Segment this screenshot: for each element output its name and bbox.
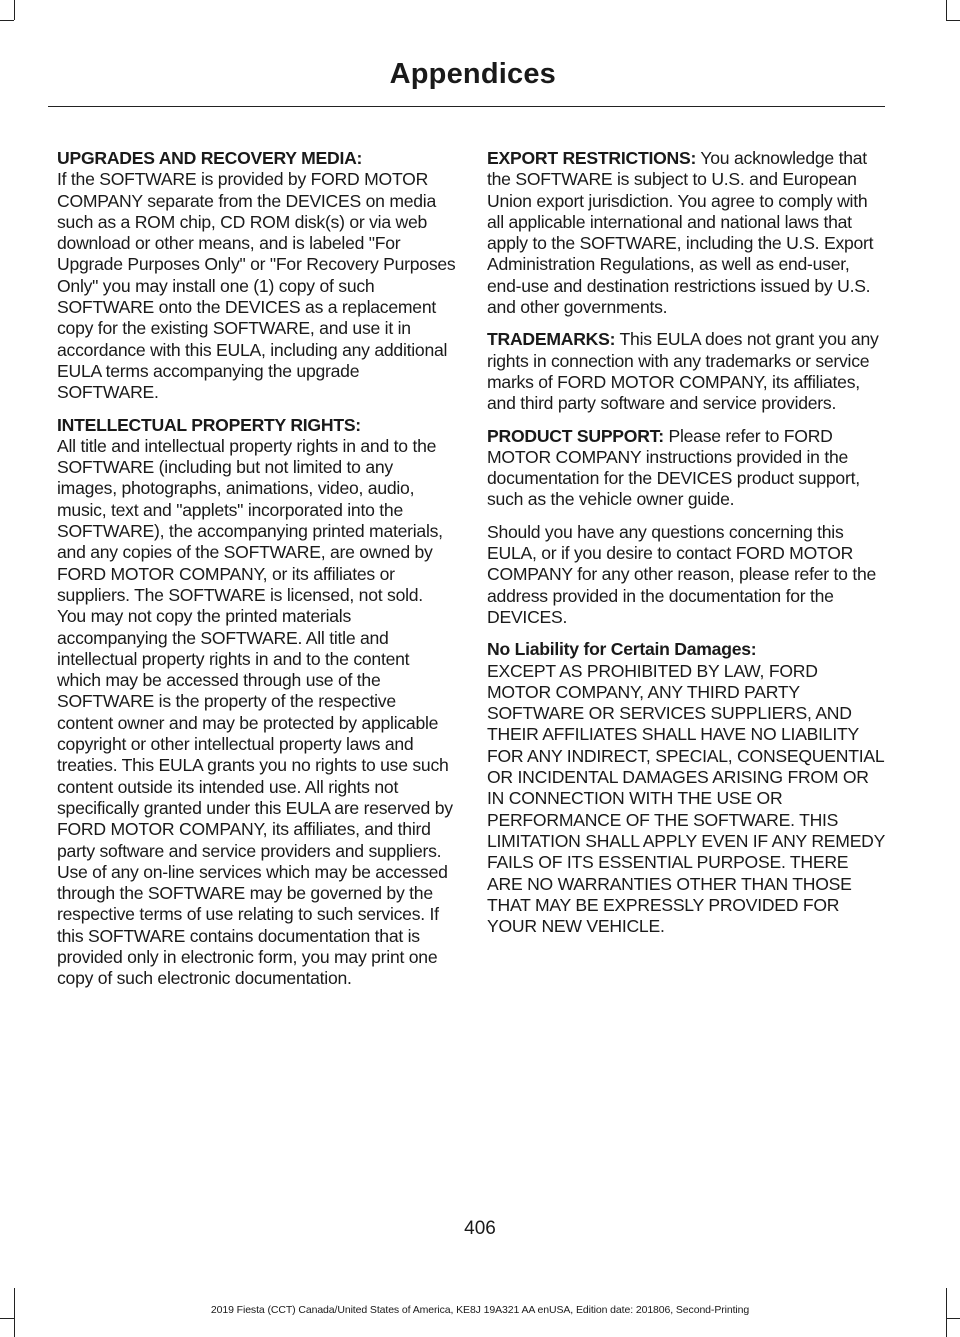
section-body: This EULA does not grant you any rights in connection with any trademarks or service marks of FORD MOTOR COMPANY, its affiliates, and third party software and service providers. xyxy=(487,329,879,414)
section-body: If the SOFTWARE is provided by FORD MOTOR COMPANY separate from the DEVICES on media such as a ROM chip, CD ROM disk(s) or via web download or other means, and is labeled "For Upgrade Purposes Only" or "For Recovery Purposes Only" you may install one (1) copy of such SOFTWARE onto the DEVICES as a replacement copy for the existing SOFTWARE, and use it in accordance with this EULA, including any additional EULA terms accompanying the upgrade SOFTWARE. xyxy=(57,169,456,403)
section-body: You acknowledge that the SOFTWARE is subject to U.S. and European Union export jurisdiction. You agree to comply with all applicable international and national laws that apply to the SOFTWARE, including the U.S. Export Administration Regulations, as well as end-user, end-use and destination restrictions issued by U.S. and other governments. xyxy=(487,148,874,318)
section-body: Please refer to FORD MOTOR COMPANY instructions provided in the documentation for the DEVICES product support, such as the vehicle owner guide. xyxy=(487,425,860,510)
paragraph-liability xyxy=(487,639,886,937)
crop-mark xyxy=(14,0,15,20)
section-heading: INTELLECTUAL PROPERTY RIGHTS: xyxy=(57,414,361,435)
crop-mark xyxy=(946,0,947,20)
paragraph-upgrades xyxy=(57,148,456,404)
section-heading: EXPORT RESTRICTIONS: xyxy=(487,148,697,168)
section-heading: PRODUCT SUPPORT: xyxy=(487,425,664,446)
paragraph-export xyxy=(487,148,886,318)
section-body: EXCEPT AS PROHIBITED BY LAW, FORD MOTOR COMPANY, ANY THIRD PARTY SOFTWARE OR SERVICES SUPPLIERS, AND THEIR AFFILIATES SHALL HAVE NO LIABILITY FOR ANY INDIRECT, SPECIAL, CONSEQUENTIAL OR INCIDENTAL DAMAGES ARISING FROM OR IN CONNECTION WITH THE USE OR PERFORMANCE OF THE SOFTWARE. THIS LIMITATION SHALL APPLY EVEN IF ANY REMEDY FAILS OF ITS ESSENTIAL PURPOSE. THERE ARE NO WARRANTIES OTHER THAN THOSE THAT MAY BE EXPRESSLY PROVIDED FOR YOUR NEW VEHICLE. xyxy=(487,660,885,937)
crop-mark xyxy=(0,1318,14,1319)
section-body: All title and intellectual property rights in and to the SOFTWARE (including but not limited to any images, photographs, animations, video, audio, music, text and "applets" incorporated into the SOFTWARE), the accompanying printed materials, and any copies of the SOFTWARE, are owned by FORD MOTOR COMPANY, or its affiliates or suppliers. The SOFTWARE is licensed, not sold. You may not copy the printed materials accompanying the SOFTWARE. All title and intellectual property rights in and to the content which may be accessed through use of the SOFTWARE is the property of the respective content owner and may be protected by applicable copyright or other intellectual property laws and treaties. This EULA grants you no rights to use such content outside its intended use. All rights not specifically granted under this EULA are reserved by FORD MOTOR COMPANY, its affiliates, and third party software and service providers and suppliers. Use of any on-line services which may be accessed through the SOFTWARE may be governed by the respective terms of use relating to such services. If this SOFTWARE contains documentation that is provided only in electronic form, you may print one copy of such electronic documentation. xyxy=(57,435,453,989)
paragraph-intellectual-property xyxy=(57,415,456,990)
section-heading: TRADEMARKS: xyxy=(487,329,616,350)
edition-footer: 2019 Fiesta (CCT) Canada/United States of America, KE8J 19A321 AA enUSA, Edition date: 201806, Second-Printing xyxy=(210,1304,750,1316)
section-heading: No Liability for Certain Damages: xyxy=(487,639,757,660)
page-number: 406 xyxy=(464,1218,496,1239)
crop-mark xyxy=(946,1318,960,1319)
right-column xyxy=(487,148,886,948)
paragraph-trademarks xyxy=(487,329,886,414)
crop-mark xyxy=(0,20,14,21)
section-body: Should you have any questions concerning this EULA, or if you desire to contact FORD MOTOR COMPANY for any other reason, please refer to the address provided in the documentation for the DEVICES. xyxy=(487,521,877,627)
section-heading: UPGRADES AND RECOVERY MEDIA: xyxy=(57,148,363,168)
paragraph-product-support xyxy=(487,426,886,511)
paragraph-contact xyxy=(487,522,886,628)
crop-mark xyxy=(946,20,960,21)
left-column xyxy=(57,148,456,1001)
page-title: Appendices xyxy=(389,58,556,90)
header-divider xyxy=(48,106,885,107)
